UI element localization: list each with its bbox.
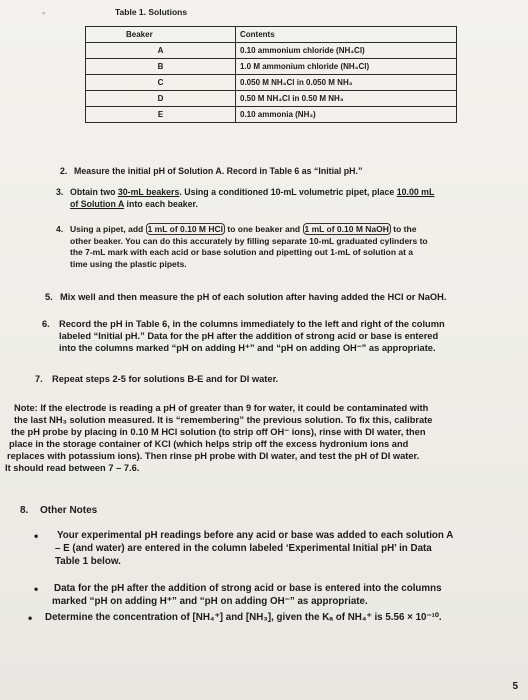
step-text: Repeat steps 2-5 for solutions B-E and for DI water. <box>52 374 279 384</box>
contents-cell: 0.50 M NH₄Cl in 0.50 M NH₃ <box>236 91 457 107</box>
beaker-cell: A <box>86 43 236 59</box>
beaker-cell: C <box>86 75 236 91</box>
beaker-cell: B <box>86 59 236 75</box>
contents-cell: 0.10 ammonia (NH₃) <box>236 107 457 123</box>
note-line: the pH probe by placing in 0.10 M HCl solution (to strip off OH⁻ ions), rinse with DI water, then <box>11 426 426 437</box>
step-number: 5. <box>45 292 53 302</box>
step-number: 8. <box>20 505 29 516</box>
column-header-contents: Contents <box>236 27 457 43</box>
step-text-line: into the columns marked “pH on adding H⁺” and “pH on adding OH⁻” as appropriate. <box>59 343 436 353</box>
step-3 <box>56 187 522 211</box>
page-number: 5 <box>512 681 518 692</box>
table-row <box>86 59 457 75</box>
underlined-text: of Solution A <box>70 199 125 209</box>
bullet-line: Determine the concentration of [NH₄⁺] and [NH₃], given the Kₐ of NH₄⁺ is 5.56 × 10⁻¹⁰. <box>45 612 442 623</box>
underlined-text: 10.00 mL <box>396 187 435 197</box>
bullet-line: Table 1 below. <box>55 556 121 567</box>
step-text-line: time using the plastic pipets. <box>70 258 187 269</box>
note-line: It should read between 7 – 7.6. <box>5 462 140 473</box>
table-title: Table 1. Solutions <box>115 7 188 17</box>
step-number: 2. <box>60 166 68 176</box>
bullet-line: Your experimental pH readings before any acid or base was added to each solution A <box>57 530 454 541</box>
contents-cell: 1.0 M ammonium chloride (NH₄Cl) <box>236 59 457 75</box>
bullet-line: marked “pH on adding H⁺” and “pH on adding OH⁻” as appropriate. <box>52 596 368 607</box>
beaker-cell: D <box>86 91 236 107</box>
step-4 <box>56 224 522 274</box>
text-run: . Using a conditioned 10-mL volumetric pipet, place <box>179 187 397 197</box>
table-row <box>86 43 457 59</box>
step-number: 4. <box>56 224 64 234</box>
bullet-line: Data for the pH after the addition of strong acid or base is entered into the columns <box>54 583 442 594</box>
beaker-cell: E <box>86 107 236 123</box>
bullet-icon: • <box>28 611 33 625</box>
note-line <box>5 403 520 415</box>
step-text: Measure the initial pH of Solution A. Record in Table 6 as “Initial pH.” <box>74 166 363 176</box>
contents-cell: 0.10 ammonium chloride (NH₄Cl) <box>236 43 457 59</box>
text-run: Using a pipet, add <box>70 224 144 234</box>
table-header-row <box>86 27 457 43</box>
note-text: If the electrode is reading a pH of greater than 9 for water, it could be contaminated with <box>37 403 429 413</box>
column-header-beaker: Beaker <box>86 27 236 43</box>
bullet-icon: • <box>34 529 39 543</box>
table-row <box>86 107 457 123</box>
underlined-text: 30-mL beakers <box>117 187 180 197</box>
step-number: 6. <box>42 319 50 329</box>
contents-cell: 0.050 M NH₄Cl in 0.050 M NH₃ <box>236 75 457 91</box>
text-run: into each beaker. <box>124 199 198 209</box>
table-row <box>86 75 457 91</box>
step-number: 3. <box>56 187 64 197</box>
step-text-line: labeled “Initial pH.” Data for the pH after the addition of strong acid or base is entered <box>59 331 439 341</box>
step-text-line <box>70 224 416 235</box>
step-text-line: other beaker. You can do this accurately by filling separate 10-mL graduated cylinders to <box>70 235 428 246</box>
note-label: Note: <box>14 403 38 413</box>
bullet-icon: • <box>34 582 39 596</box>
header-dash: - <box>42 8 46 19</box>
step-number: 7. <box>35 374 43 384</box>
step-text-line: the 7-mL mark with each acid or base solution and pipetting out 1-mL of solution at a <box>70 247 414 257</box>
electrode-note <box>5 403 520 474</box>
step-text-line: Record the pH in Table 6, in the columns immediately to the left and right of the column <box>59 319 445 329</box>
step-text: Mix well and then measure the pH of each solution after having added the HCl or NaOH. <box>60 292 447 302</box>
note-line: place in the storage container of KCl (which helps strip off the excess hydronium ions and <box>9 438 409 449</box>
text-run: to the <box>393 224 417 234</box>
text-run: Obtain two <box>70 187 118 197</box>
table-row <box>86 91 457 107</box>
step-text-line <box>70 199 198 210</box>
circled-text: 1 mL of 0.10 M HCl <box>147 224 223 234</box>
circled-text: 1 mL of 0.10 M NaOH <box>304 224 389 234</box>
note-line: the last NH₃ solution measured. It is “remembering” the previous solution. To fix this, calibrate <box>14 414 433 425</box>
note-line: replaces with potassium ions). Then rinse pH probe with DI water, and test the pH of DI water. <box>7 450 420 461</box>
solutions-table <box>85 26 457 123</box>
section-title: Other Notes <box>40 505 98 516</box>
step-text-line <box>70 187 434 198</box>
text-run: to one beaker and <box>227 224 301 234</box>
bullet-line: – E (and water) are entered in the column labeled ‘Experimental Initial pH’ in Data <box>55 543 432 554</box>
